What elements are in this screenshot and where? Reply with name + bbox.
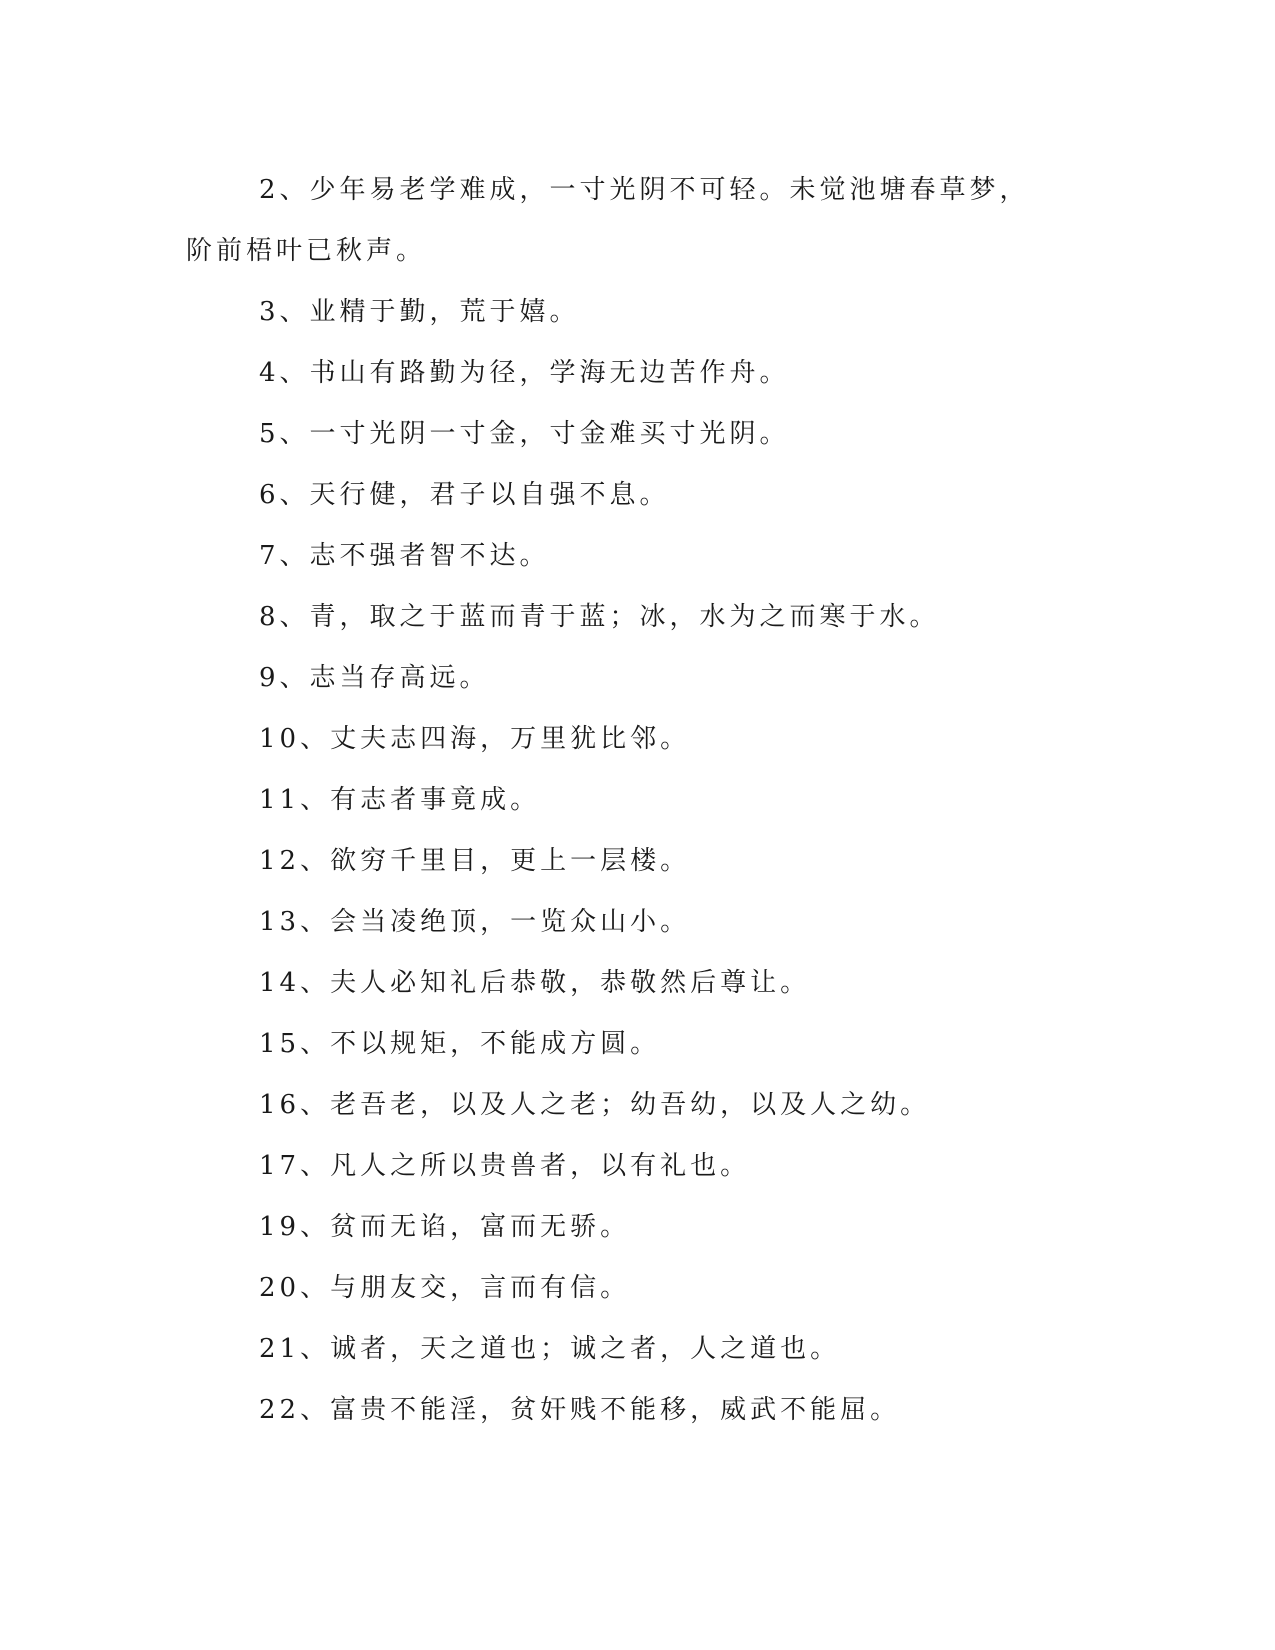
quote-paragraph: 10、丈夫志四海，万里犹比邻。 (259, 724, 691, 754)
quote-paragraph: 6、天行健，君子以自强不息。 (259, 480, 670, 510)
quote-paragraph: 2、少年易老学难成，一寸光阴不可轻。未觉池塘春草梦，阶前梧叶已秋声。 (186, 175, 1030, 266)
quote-paragraph: 19、贫而无谄，富而无骄。 (259, 1212, 631, 1242)
quote-paragraph: 4、书山有路勤为径，学海无边苦作舟。 (259, 358, 790, 388)
quote-paragraph: 8、青，取之于蓝而青于蓝；冰，水为之而寒于水。 (259, 602, 940, 632)
quote-paragraph: 15、不以规矩，不能成方圆。 (259, 1029, 661, 1059)
quote-paragraph: 16、老吾老，以及人之老；幼吾幼，以及人之幼。 (259, 1090, 931, 1120)
quote-paragraph: 22、富贵不能淫，贫奸贱不能移，威武不能屈。 (259, 1395, 901, 1425)
quote-paragraph: 11、有志者事竟成。 (259, 785, 541, 815)
quote-paragraph: 20、与朋友交，言而有信。 (259, 1273, 631, 1303)
quote-paragraph: 3、业精于勤，荒于嬉。 (259, 297, 580, 327)
quote-paragraph: 7、志不强者智不达。 (259, 541, 550, 571)
quote-paragraph: 21、诚者，天之道也；诚之者，人之道也。 (259, 1334, 841, 1364)
quote-paragraph: 17、凡人之所以贵兽者，以有礼也。 (259, 1151, 751, 1181)
quote-paragraph: 9、志当存高远。 (259, 663, 490, 693)
document-body (186, 160, 1046, 1441)
quote-paragraph: 5、一寸光阴一寸金，寸金难买寸光阴。 (259, 419, 790, 449)
quote-paragraph: 12、欲穷千里目，更上一层楼。 (259, 846, 691, 876)
quote-paragraph: 14、夫人必知礼后恭敬，恭敬然后尊让。 (259, 968, 811, 998)
quote-paragraph: 13、会当凌绝顶，一览众山小。 (259, 907, 691, 937)
